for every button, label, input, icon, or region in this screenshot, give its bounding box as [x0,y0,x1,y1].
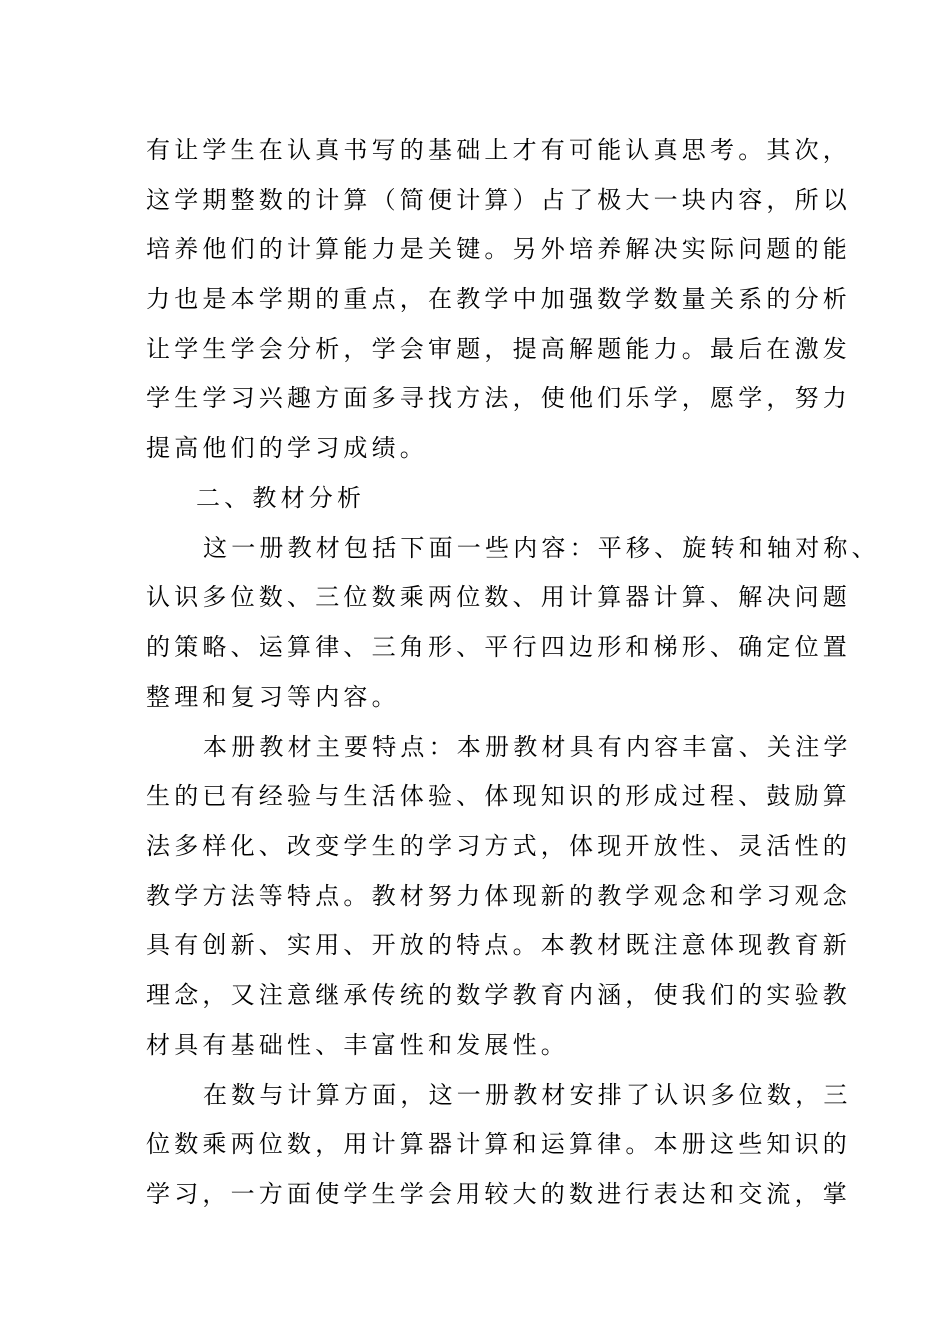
paragraph-3-line-3: 法多样化、改变学生的学习方式，体现开放性、灵活性的 [146,832,851,860]
paragraph-1-line-6: 学生学习兴趣方面多寻找方法，使他们乐学，愿学，努力 [146,384,851,412]
paragraph-4-line-2: 位数乘两位数，用计算器计算和运算律。本册这些知识的 [146,1130,851,1158]
paragraph-3-line-1: 本册教材主要特点：本册教材具有内容丰富、关注学 [203,733,852,761]
paragraph-1-line-4: 力也是本学期的重点，在教学中加强数学数量关系的分析 [146,285,851,313]
paragraph-2-line-3: 的策略、运算律、三角形、平行四边形和梯形、确定位置 [146,633,851,661]
paragraph-4-line-1: 在数与计算方面，这一册教材安排了认识多位数，三 [203,1081,852,1109]
paragraph-3-line-6: 理念，又注意继承传统的数学教育内涵，使我们的实验教 [146,981,851,1009]
paragraph-1-line-1: 有让学生在认真书写的基础上才有可能认真思考。其次， [146,136,851,164]
paragraph-2-line-4: 整理和复习等内容。 [146,683,400,711]
paragraph-3-line-4: 教学方法等特点。教材努力体现新的教学观念和学习观念 [146,882,851,910]
paragraph-2-line-2: 认识多位数、三位数乘两位数、用计算器计算、解决问题 [146,583,851,611]
paragraph-2-line-1: 这一册教材包括下面一些内容：平移、旋转和轴对称、 [203,534,880,562]
paragraph-3-line-7: 材具有基础性、丰富性和发展性。 [146,1031,569,1059]
section-heading: 二、教材分析 [196,484,366,512]
paragraph-4-line-3: 学习，一方面使学生学会用较大的数进行表达和交流，掌 [146,1180,851,1208]
paragraph-3-line-2: 生的已有经验与生活体验、体现知识的形成过程、鼓励算 [146,782,851,810]
paragraph-1-line-3: 培养他们的计算能力是关键。另外培养解决实际问题的能 [146,235,851,263]
paragraph-3-line-5: 具有创新、实用、开放的特点。本教材既注意体现教育新 [146,931,851,959]
paragraph-1-line-2: 这学期整数的计算（简便计算）占了极大一块内容，所以 [146,186,851,214]
paragraph-1-line-7: 提高他们的学习成绩。 [146,434,428,462]
paragraph-1-line-5: 让学生学会分析，学会审题，提高解题能力。最后在激发 [146,335,851,363]
